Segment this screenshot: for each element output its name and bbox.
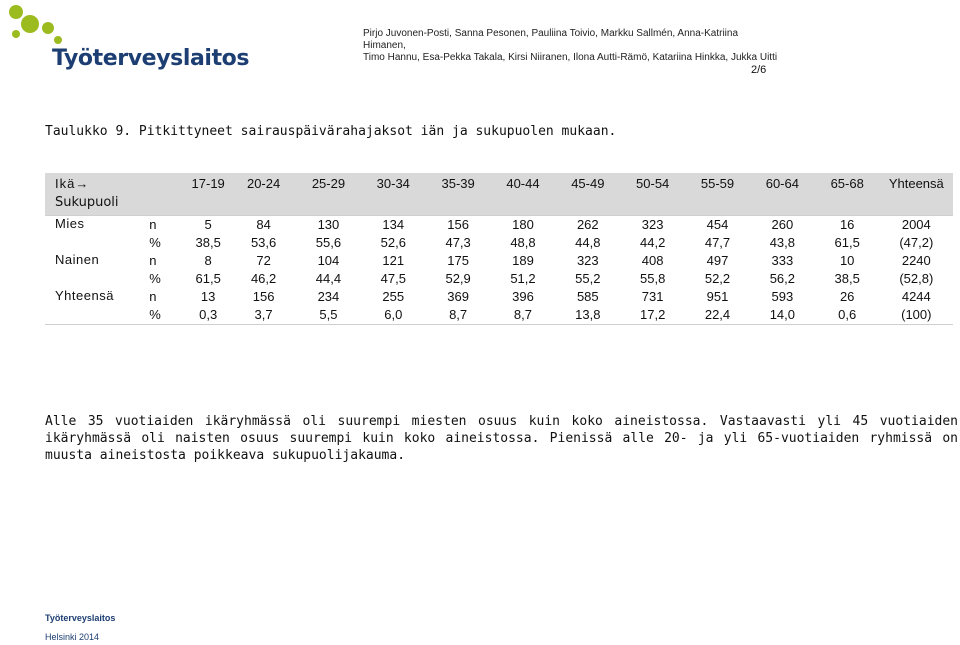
percent-value: 0,6 [838,307,857,322]
percent-label: % [149,235,161,250]
body-paragraph: Alle 35 vuotiaiden ikäryhmässä oli suurempi miesten osuus kuin koko aineistossa. Vastaavasti yli 45 vuotiaiden ikäryhmässä oli naisten osuus suurempi kuin koko aineistossa. Pienissä alle 20- ja yli 65-vuotiaiden ryhmissä on muusta aineistosta poikkeava sukupuolijakauma. [45,414,958,463]
col-header: 17-19 [185,173,231,195]
age-header: Ikä→ [45,173,185,195]
col-header: 55-59 [685,173,750,195]
percent-value: (47,2) [899,235,934,250]
table-cell [231,288,296,325]
count-value: 4244 [901,289,931,304]
col-header: 40-44 [491,173,556,195]
count-value: 175 [447,253,469,268]
percent-label: % [149,271,161,286]
percent-label: % [149,307,161,322]
footer-place-year: Helsinki 2014 [45,632,100,642]
percent-value: 47,5 [380,271,406,286]
col-header: 50-54 [620,173,685,195]
table-cell [491,288,556,325]
count-value: 369 [447,289,469,304]
table-cell [231,216,296,253]
table-cell [555,252,620,288]
table-cell [620,252,685,288]
table-cell [296,216,361,253]
percent-value: 8,7 [449,307,468,322]
percent-value: 8,7 [513,307,532,322]
logo-mark-icon [8,4,68,50]
count-value: 5 [204,217,212,232]
table-cell [620,216,685,253]
col-header: 35-39 [426,173,491,195]
count-value: 497 [706,253,729,268]
percent-value: 22,4 [704,307,731,322]
percent-value: 0,3 [199,307,218,322]
count-value: 13 [200,289,216,304]
percent-value: 5,5 [319,307,338,322]
percent-value: 38,5 [834,271,860,286]
col-header: 20-24 [231,173,296,195]
table-cell [750,288,815,325]
count-value: 323 [641,217,664,232]
percent-value: (52,8) [899,271,934,286]
table-cell [491,252,556,288]
table-cell [185,216,231,253]
table-cell [880,288,953,325]
percent-value: 61,5 [195,271,221,286]
table-cell [491,216,556,253]
count-value: 16 [839,217,855,232]
count-value: 731 [641,289,664,304]
count-value: 234 [317,289,340,304]
count-value: 180 [512,217,534,232]
percent-value: 55,8 [640,271,666,286]
count-value: 72 [256,253,271,268]
table-cell [426,288,491,325]
table-cell [750,216,815,253]
percent-value: 14,0 [769,307,795,322]
percent-value: 44,2 [640,235,666,250]
table-cell [361,288,426,325]
row-label: Mies [45,216,141,253]
count-value: 396 [512,289,534,304]
table-cell [555,216,620,253]
percent-value: 3,7 [254,307,273,322]
table-row [45,288,953,325]
percent-value: 44,4 [315,271,342,286]
authors-line-1: Pirjo Juvonen-Posti, Sanna Pesonen, Pauliina Toivio, Markku Sallmén, Anna-Katriina Himanen, [363,28,739,51]
n-label: n [149,217,157,232]
col-header: 60-64 [750,173,815,195]
percent-value: 38,5 [195,235,221,250]
table-cell [685,288,750,325]
table-title: Taulukko 9. Pitkittyneet sairauspäivärahajaksot iän ja sukupuolen mukaan. [45,124,617,139]
n-label: n [149,289,157,304]
data-table [45,173,953,325]
n-percent-labels [141,216,185,253]
percent-value: 52,6 [380,235,406,250]
count-value: 134 [382,217,405,232]
percent-value: 51,2 [510,271,536,286]
percent-value: 52,9 [445,271,471,286]
col-header: Yhteensä [880,173,953,195]
table-cell [426,252,491,288]
count-value: 951 [706,289,729,304]
table-cell [620,288,685,325]
percent-value: 52,2 [704,271,731,286]
percent-value: (100) [901,307,932,322]
n-percent-labels [141,288,185,325]
percent-value: 56,2 [769,271,795,286]
table-cell [815,252,880,288]
count-value: 130 [317,217,340,232]
n-label: n [149,253,157,268]
percent-value: 17,2 [640,307,666,322]
percent-value: 61,5 [834,235,860,250]
table-cell [880,216,953,253]
table-cell [880,252,953,288]
count-value: 2240 [901,253,931,268]
percent-value: 55,6 [315,235,342,250]
row-label: Yhteensä [45,288,141,325]
table-cell [815,288,880,325]
count-value: 585 [576,289,599,304]
table-cell [815,216,880,253]
n-percent-labels [141,252,185,288]
table-cell [185,252,231,288]
table-row [45,252,953,288]
count-value: 8 [204,253,212,268]
percent-value: 47,3 [445,235,471,250]
table-cell [296,288,361,325]
sex-header: Sukupuoli [45,195,185,216]
table-cell [685,216,750,253]
count-value: 255 [382,289,405,304]
count-value: 84 [256,217,271,232]
page-number: 2/6 [751,64,767,76]
percent-value: 48,8 [510,235,536,250]
count-value: 593 [771,289,794,304]
count-value: 156 [252,289,275,304]
count-value: 333 [771,253,794,268]
table-cell [185,288,231,325]
table-cell [231,252,296,288]
percent-value: 46,2 [250,271,277,286]
count-value: 189 [512,253,534,268]
authors [363,28,783,64]
count-value: 10 [839,253,855,268]
col-header: 25-29 [296,173,361,195]
percent-value: 44,8 [575,235,601,250]
percent-value: 55,2 [575,271,601,286]
count-value: 26 [839,289,855,304]
table-cell [426,216,491,253]
count-value: 260 [771,217,794,232]
col-header: 30-34 [361,173,426,195]
percent-value: 43,8 [769,235,795,250]
count-value: 323 [576,253,599,268]
footer-org: Työterveyslaitos [45,613,116,623]
percent-value: 6,0 [384,307,403,322]
percent-value: 53,6 [250,235,277,250]
count-value: 121 [382,253,405,268]
table-cell [361,216,426,253]
table-cell [750,252,815,288]
authors-line-2: Timo Hannu, Esa-Pekka Takala, Kirsi Niiranen, Ilona Autti-Rämö, Katariina Hinkka, Jukka Uitti [363,52,778,63]
count-value: 454 [706,217,729,232]
table-cell [296,252,361,288]
count-value: 408 [641,253,664,268]
table-row [45,216,953,253]
logo [8,4,250,74]
count-value: 2004 [901,217,931,232]
row-label: Nainen [55,252,100,267]
count-value: 262 [576,217,599,232]
col-header: 65-68 [815,173,880,195]
percent-value: 13,8 [575,307,601,322]
col-header: 45-49 [555,173,620,195]
logo-wordmark: Työterveyslaitos [52,46,250,71]
count-value: 104 [317,253,340,268]
count-value: 156 [447,217,469,232]
table-cell [555,288,620,325]
table-cell [685,252,750,288]
table-cell [361,252,426,288]
percent-value: 47,7 [704,235,731,250]
